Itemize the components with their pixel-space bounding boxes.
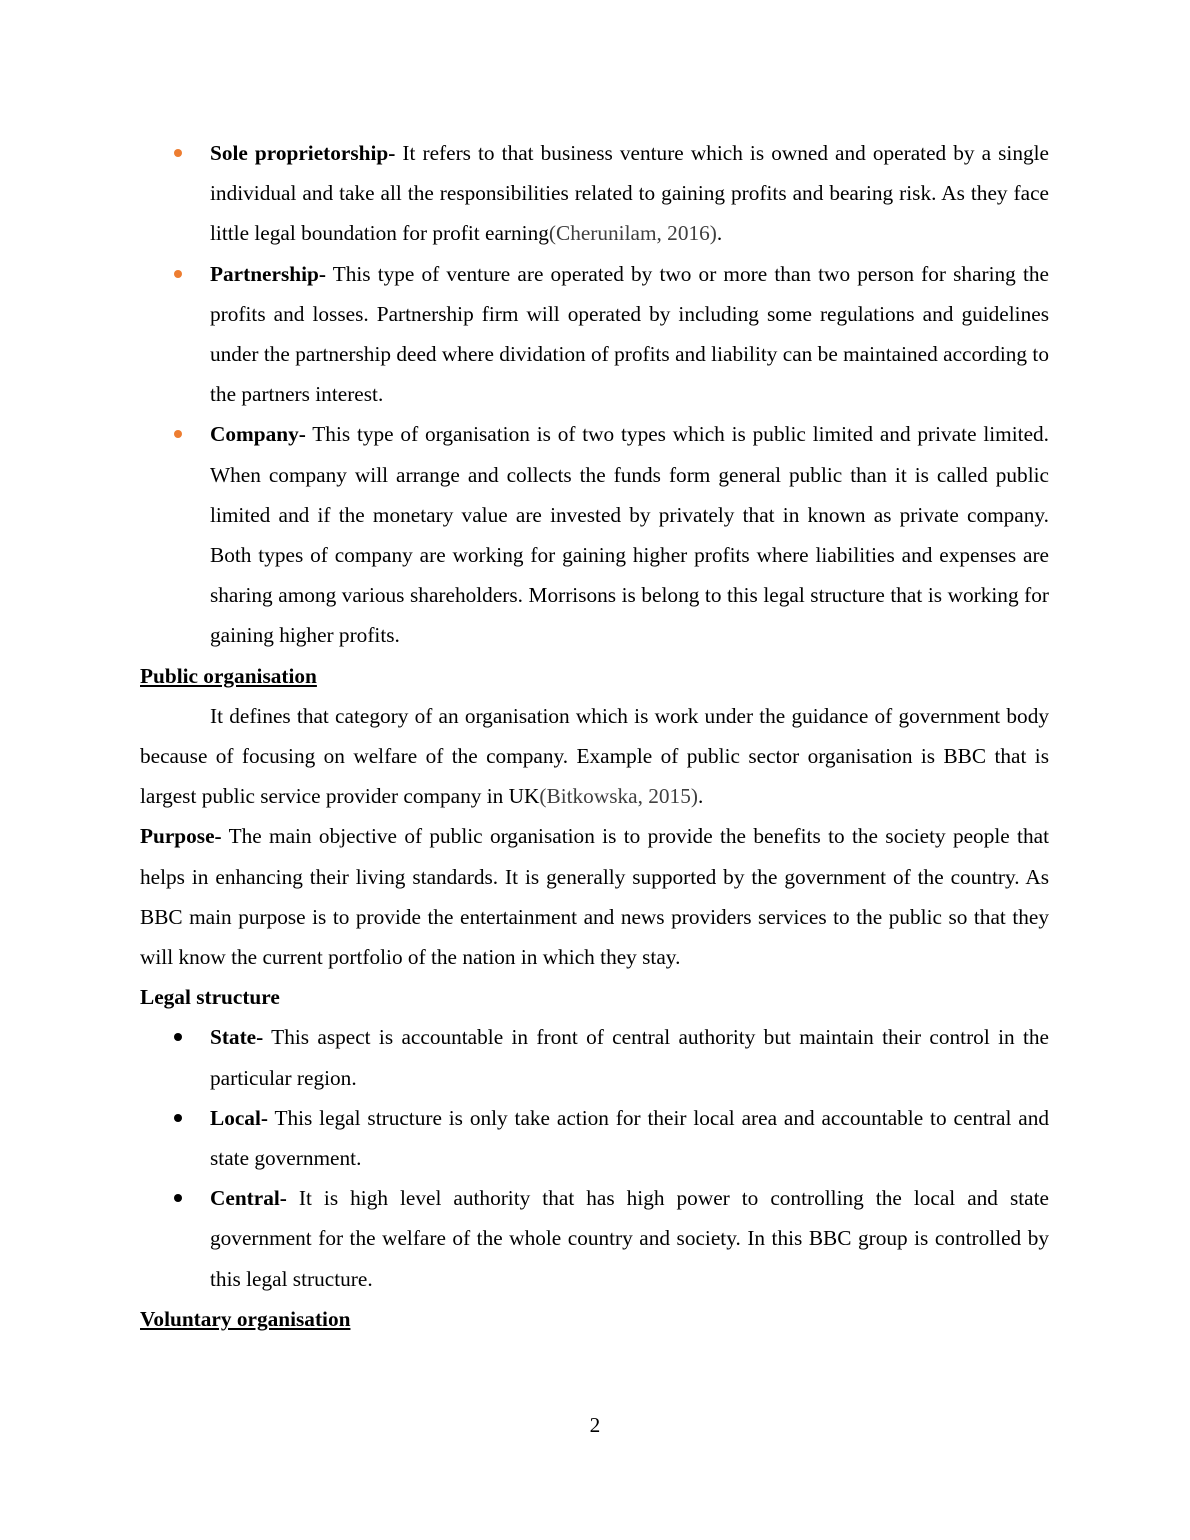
voluntary-organisation-heading: Voluntary organisation [140,1306,351,1331]
list-item-sole-proprietorship: Sole proprietorship- It refers to that business venture which is owned and operated by a single individual and take all the responsibilities related to gaining profits and bearing risk. As they face little legal boundation for profit earning(Cherunilam, 2016). [140,133,1049,254]
black-bullet-icon [174,1194,182,1202]
public-organisation-heading: Public organisation [140,663,317,688]
ownership-list [140,133,1049,656]
legal-structure-heading: Legal structure [140,985,280,1010]
citation: (Bitkowska, 2015) [539,784,698,809]
page-number: 2 [589,1413,601,1437]
term: Partnership- [210,261,326,286]
list-item-company [140,414,1049,655]
orange-bullet-icon [174,149,182,157]
term: Sole proprietorship- [210,141,396,165]
description: It is high level authority that has high power to controlling the local and state government for the welfare of the whole country and society. In this BBC group is controlled by this legal structure. [210,1186,1049,1291]
list-item-local [140,1098,1049,1178]
term: Central- [210,1186,287,1211]
black-bullet-icon [174,1033,182,1041]
term: Purpose- [140,824,222,849]
public-organisation-paragraph: It defines that category of an organisation which is work under the guidance of government body because of focusing on welfare of the company. Example of public sector organisation is BBC that is largest public service provider company in UK(Bitkowska, 2015). [140,703,1049,809]
term: Local- [210,1105,268,1130]
list-item-partnership [140,254,1049,415]
description: This aspect is accountable in front of central authority but maintain their control in the particular region. [210,1025,1049,1090]
orange-bullet-icon [174,270,182,278]
legal-structure-list [140,1017,1049,1298]
description: This type of venture are operated by two or more than two person for sharing the profits and losses. Partnership firm will operated by including some regulations and guidelines under the partnership deed where dividation of profits and liability can be maintained according to the partners interest. [210,261,1049,407]
term: State- [210,1025,264,1050]
description: It refers to that business venture which is owned and operated by a single individual and take all the responsibilities related to gaining profits and bearing risk. As they face little legal boundation for profit earning [210,141,1049,246]
term: Company- [210,422,306,447]
citation: (Cherunilam, 2016) [548,221,717,246]
purpose-paragraph: Purpose- The main objective of public organisation is to provide the benefits to the society people that helps in enhancing their living standards. It is generally supported by the government of the country. As BBC main purpose is to provide the entertainment and news providers services to the public so that they will know the current portfolio of the nation in which they stay. [140,824,1049,970]
black-bullet-icon [174,1114,182,1122]
orange-bullet-icon [174,430,182,438]
list-item-state [140,1017,1049,1097]
document-body [140,133,1049,1339]
description: This type of organisation is of two types which is public limited and private limited. When company will arrange and collects the funds form general public than it is called public limited and if the monetary value are invested by privately that in known as private company. Both types of company are working for gaining higher profits where liabilities and expenses are sharing among various shareholders. Morrisons is belong to this legal structure that is working for gaining higher profits. [210,422,1049,648]
list-item-central [140,1178,1049,1299]
description: This legal structure is only take action for their local area and accountable to central and state government. [210,1105,1049,1171]
